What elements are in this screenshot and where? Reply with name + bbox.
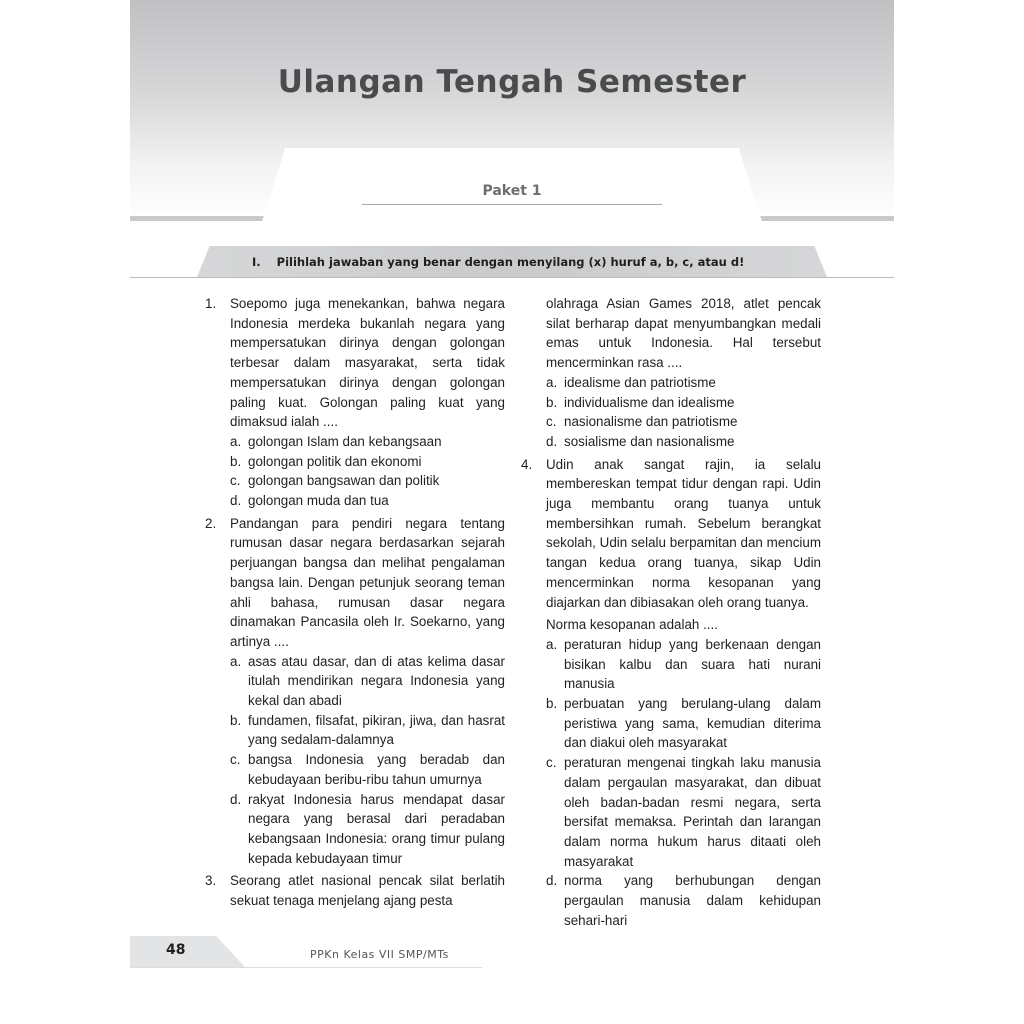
option-letter: a. <box>546 636 558 652</box>
option-letter: d. <box>546 873 558 889</box>
answer-option <box>230 491 505 511</box>
option-letter: a. <box>546 374 558 390</box>
instruction-text: Pilihlah jawaban yang benar dengan menyilang (x) huruf a, b, c, atau d! <box>276 255 745 269</box>
footer-tab <box>130 936 245 967</box>
option-letter: a. <box>230 653 242 669</box>
option-letter: d. <box>230 493 242 509</box>
option-letter: b. <box>546 696 558 712</box>
footer-rule <box>130 967 482 968</box>
question-text: Pandangan para pendiri negara tentang rumusan dasar negara berdasarkan sejarah perjuangan bangsa dan melihat pengalaman bangsa lain. Dengan petunjuk seorang teman ahli bahasa, rumusan dasar negara dinamakan Pancasila oleh Ir. Soekarno, yang artinya .... <box>230 515 505 649</box>
question-prompt: Norma kesopanan adalah .... <box>546 617 718 633</box>
option-text: peraturan hidup yang berkenaan dengan bisikan kalbu dan suara hati nurani manusia <box>564 636 821 692</box>
answer-option <box>230 790 505 869</box>
right-column <box>521 294 821 934</box>
option-text: fundamen, filsafat, pikiran, jiwa, dan hasrat yang sedalam-dalamnya <box>248 712 505 748</box>
option-text: nasionalisme dan patriotisme <box>564 414 738 430</box>
option-letter: c. <box>230 752 241 768</box>
option-text: golongan politik dan ekonomi <box>248 453 422 469</box>
page-title: Ulangan Tengah Semester <box>277 64 747 100</box>
answer-option <box>230 452 505 472</box>
option-text: golongan muda dan tua <box>248 493 389 509</box>
left-column <box>205 294 505 914</box>
answer-option <box>230 750 505 789</box>
answer-option <box>546 393 821 413</box>
option-text: golongan Islam dan kebangsaan <box>248 433 442 449</box>
option-text: individualisme dan idealisme <box>564 394 735 410</box>
book-title: PPKn Kelas VII SMP/MTs <box>310 948 449 961</box>
answer-option <box>546 871 821 930</box>
answer-option <box>546 635 821 694</box>
option-letter: d. <box>546 433 558 449</box>
question-number: 1. <box>205 296 217 311</box>
subtitle-underline <box>362 204 662 205</box>
option-text: asas atau dasar, dan di atas kelima dasar itulah mendirikan negara Indonesia yang kekal dan abadi <box>248 653 505 709</box>
question-text: Soepomo juga menekankan, bahwa negara Indonesia merdeka bukanlah negara yang mempersatukan dirinya dengan golongan terbesar dalam masyarakat, serta tidak mempersatukan dirinya dengan golongan paling kuat. Golongan paling kuat yang dimaksud ialah .... <box>230 296 505 430</box>
question-number: 4. <box>521 456 533 472</box>
page-number: 48 <box>166 942 186 958</box>
answer-option <box>230 652 505 711</box>
question-number: 3. <box>205 873 217 889</box>
question-text: olahraga Asian Games 2018, atlet pencak silat berharap dapat menyumbangkan medali emas untuk Indonesia. Hal tersebut mencerminkan rasa .... <box>546 296 821 371</box>
question-3-continued <box>521 294 821 452</box>
option-text: bangsa Indonesia yang beradab dan kebudayaan beribu-ribu tahun umurnya <box>248 752 505 787</box>
question-text: Udin anak sangat rajin, ia selalu membereskan tempat tidur dengan rapi. Udin juga membantu orang tuanya untuk membersihkan rumah. Sebelum berangkat sekolah, Udin selalu berpamitan dan mencium tangan kedua orang tuanya, sikap Udin mencerminkan norma kesopanan yang diajarkan dan dibiasakan oleh orang tuanya. <box>546 456 821 610</box>
option-letter: b. <box>230 712 242 728</box>
paket-subtitle: Paket 1 <box>482 183 542 199</box>
option-text: norma yang berhubungan dengan pergaulan manusia dalam kehidupan sehari-hari <box>564 873 821 928</box>
option-text: idealisme dan patriotisme <box>564 374 716 390</box>
option-text: peraturan mengenai tingkah laku manusia dalam pergaulan masyarakat, dan dibuat oleh badan-badan resmi negara, serta bersifat memaksa. Perintah dan larangan dalam norma hukum harus ditaati oleh masyarakat <box>564 755 821 869</box>
option-text: golongan bangsawan dan politik <box>248 473 440 489</box>
instruction-number: I. <box>252 255 261 269</box>
answer-option <box>546 694 821 753</box>
option-letter: c. <box>546 755 557 771</box>
option-letter: c. <box>230 473 241 489</box>
instruction-rule <box>130 277 894 278</box>
question-1 <box>205 294 505 511</box>
question-4 <box>521 455 821 931</box>
question-text: Seorang atlet nasional pencak silat berlatih sekuat tenaga menjelang ajang pesta <box>230 873 505 909</box>
option-letter: c. <box>546 414 557 430</box>
question-3 <box>205 871 505 910</box>
question-number: 2. <box>205 515 217 531</box>
answer-option <box>546 412 821 432</box>
option-text: rakyat Indonesia harus mendapat dasar negara yang berasal dari peradaban kebangsaan Indonesia: orang timur pulang kepada kebudayaan timur <box>248 791 505 866</box>
answer-option <box>230 471 505 491</box>
answer-option <box>546 373 821 393</box>
option-letter: b. <box>546 394 558 410</box>
answer-option <box>546 432 821 452</box>
option-text: sosialisme dan nasionalisme <box>564 433 735 449</box>
answer-option <box>230 432 505 452</box>
option-letter: d. <box>230 791 242 807</box>
answer-option <box>546 753 821 871</box>
question-2 <box>205 514 505 869</box>
instruction <box>252 255 744 269</box>
option-letter: b. <box>230 453 242 469</box>
answer-option <box>230 711 505 750</box>
option-letter: a. <box>230 433 242 449</box>
option-text: perbuatan yang berulang-ulang dalam peristiwa yang sama, kemudian diterima dan diakui oleh masyarakat <box>564 696 821 751</box>
